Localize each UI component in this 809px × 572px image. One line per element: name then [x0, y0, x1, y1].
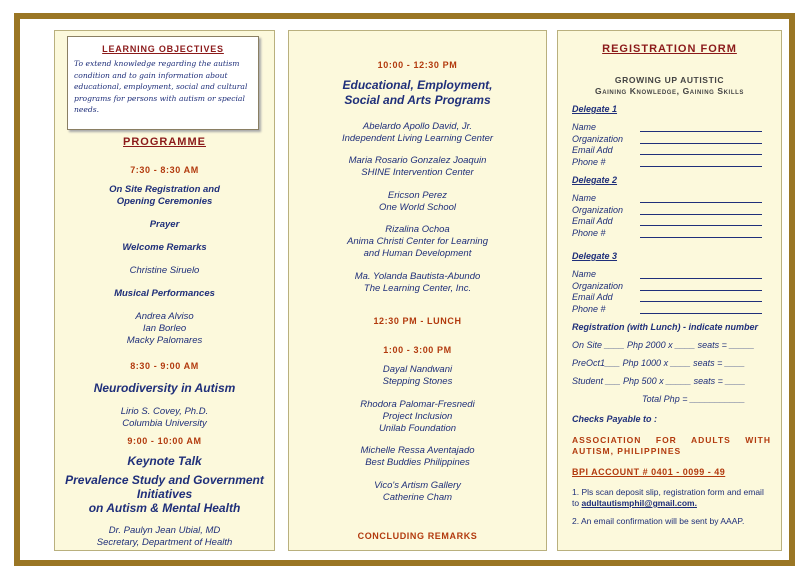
afternoon-2-org-2: Unilab Foundation	[378, 423, 457, 434]
learning-objectives-box	[67, 36, 259, 130]
delegate-2-name[interactable]	[572, 193, 762, 204]
delegate-3-name[interactable]	[572, 269, 762, 280]
afternoon-2-org-1: Project Inclusion	[382, 411, 453, 422]
checks-payable: Checks Payable to :	[572, 414, 658, 424]
speaker-2-name: Maria Rosario Gonzalez Joaquin	[348, 155, 487, 166]
registration-panel	[557, 30, 782, 551]
instruction-2	[572, 516, 771, 527]
time-slot-5: 1:00 - 3:00 PM	[383, 345, 452, 355]
bpi-account: BPI ACCOUNT # 0401 - 0099 - 49	[572, 467, 726, 477]
delegate-1-email[interactable]	[572, 145, 762, 156]
delegate-2-email[interactable]	[572, 216, 762, 227]
afternoon-1-name: Dayal Nandwani	[382, 364, 453, 375]
student-price-row[interactable]: Student ___ Php 500 x _____ seats = ____	[572, 376, 746, 386]
lunch-time: 12:30 PM - LUNCH	[373, 316, 462, 326]
field-label: Organization	[572, 281, 624, 291]
keynote-affiliation: Secretary, Department of Health	[96, 537, 233, 548]
field-label: Phone #	[572, 157, 606, 167]
field-label: Email Add	[572, 145, 613, 155]
field-label: Phone #	[572, 304, 606, 314]
keynote-speaker: Dr. Paulyn Jean Ubial, MD	[108, 525, 221, 536]
time-slot-2: 8:30 - 9:00 AM	[130, 361, 199, 371]
delegate-3-phone[interactable]	[572, 304, 762, 315]
neuro-affiliation: Columbia University	[122, 418, 207, 429]
registration-title: REGISTRATION FORM	[602, 43, 737, 55]
speaker-5-name: Ma. Yolanda Bautista-Abundo	[354, 271, 481, 282]
field-label: Name	[572, 193, 597, 203]
field-label: Organization	[572, 134, 624, 144]
instruction-2-number: 2.	[572, 516, 580, 526]
delegate-2-heading: Delegate 2	[572, 175, 618, 185]
field-label: Phone #	[572, 228, 606, 238]
event-tagline: Gaining Knowledge, Gaining Skills	[595, 86, 744, 96]
afternoon-2-name: Rhodora Palomar-Fresnedi	[360, 399, 475, 410]
time-slot-3: 9:00 - 10:00 AM	[127, 436, 202, 446]
concluding-remarks: CONCLUDING REMARKS	[357, 531, 478, 541]
delegate-2-organization[interactable]	[572, 205, 762, 216]
payee-organization: ASSOCIATION FOR ADULTS WITH AUTISM, PHILIPPINES	[572, 435, 771, 456]
afternoon-1-org: Stepping Stones	[382, 376, 453, 387]
neurodiversity-title: Neurodiversity in Autism	[93, 381, 236, 395]
afternoon-panel	[288, 30, 547, 551]
programs-title-2: Social and Arts Programs	[344, 93, 491, 107]
registration-line-1: On Site Registration and	[109, 184, 220, 195]
speaker-1-org: Independent Living Learning Center	[341, 133, 494, 144]
programs-title-1: Educational, Employment,	[342, 78, 493, 92]
time-slot-1: 7:30 - 8:30 AM	[130, 165, 199, 175]
brochure-frame	[14, 13, 795, 566]
neuro-speaker: Lirio S. Covey, Ph.D.	[120, 406, 209, 417]
afternoon-3-org: Best Buddies Philippines	[365, 457, 470, 468]
delegate-2-phone[interactable]	[572, 228, 762, 239]
delegate-1-name[interactable]	[572, 122, 762, 133]
delegate-1-heading: Delegate 1	[572, 104, 618, 114]
musical-performances: Musical Performances	[114, 288, 215, 299]
delegate-3-email[interactable]	[572, 292, 762, 303]
keynote-topic-1: Prevalence Study and Government	[65, 473, 264, 487]
delegate-1-organization[interactable]	[572, 134, 762, 145]
field-label: Email Add	[572, 292, 613, 302]
field-label: Name	[572, 269, 597, 279]
programme-panel	[54, 30, 275, 551]
keynote-topic-2: Initiatives	[136, 487, 193, 501]
keynote-title: Keynote Talk	[127, 454, 202, 468]
performer-2: Ian Borleo	[142, 323, 187, 334]
performer-1: Andrea Alviso	[135, 311, 194, 322]
objectives-text: To extend knowledge regarding the autism condition and to gain information about educational, employment, social and cultural programs for persons with autism or special needs.	[74, 59, 248, 114]
speaker-4-org-2: and Human Development	[363, 248, 472, 259]
speaker-4-name: Rizalina Ochoa	[385, 224, 450, 235]
field-label: Email Add	[572, 216, 613, 226]
welcome-remarks: Welcome Remarks	[122, 242, 207, 253]
field-label: Name	[572, 122, 597, 132]
keynote-topic-3: on Autism & Mental Health	[88, 501, 241, 515]
time-slot-4: 10:00 - 12:30 PM	[377, 60, 458, 70]
delegate-3-heading: Delegate 3	[572, 251, 618, 261]
prayer: Prayer	[149, 219, 180, 230]
speaker-4-org-1: Anima Christi Center for Learning	[347, 236, 488, 247]
delegate-1-phone[interactable]	[572, 157, 762, 168]
instruction-1-text: Pls scan deposit slip, registration form and email to	[572, 487, 764, 508]
delegate-3-organization[interactable]	[572, 281, 762, 292]
instruction-2-text: An email confirmation will be sent by AAAP.	[581, 516, 745, 526]
instruction-1	[572, 487, 771, 509]
afternoon-3-name: Michelle Ressa Aventajado	[360, 445, 475, 456]
instruction-1-number: 1.	[572, 487, 580, 497]
field-label: Organization	[572, 205, 624, 215]
onsite-price-row[interactable]: On Site ____ Php 2000 x ____ seats = _____	[572, 340, 755, 350]
objectives-title: LEARNING OBJECTIVES	[102, 44, 224, 54]
welcome-speaker: Christine Siruelo	[129, 265, 200, 276]
total-row[interactable]: Total Php = ___________	[642, 394, 746, 404]
speaker-3-org: One World School	[378, 202, 457, 213]
programme-title: PROGRAMME	[123, 136, 206, 148]
performer-3: Macky Palomares	[126, 335, 203, 346]
speaker-2-org: SHINE Intervention Center	[361, 167, 474, 178]
contact-email-link[interactable]: adultautismphil@gmail.com.	[581, 498, 697, 508]
speaker-3-name: Ericson Perez	[387, 190, 448, 201]
speaker-5-org: The Learning Center, Inc.	[363, 283, 472, 294]
afternoon-4-org: Vico's Artism Gallery	[374, 480, 461, 491]
preoct-price-row[interactable]: PreOct1___ Php 1000 x ____ seats = ____	[572, 358, 745, 368]
event-title: GROWING UP AUTISTIC	[614, 75, 725, 85]
speaker-1-name: Abelardo Apollo David, Jr.	[362, 121, 473, 132]
registration-heading: Registration (with Lunch) - indicate number	[572, 322, 759, 332]
registration-line-2: Opening Ceremonies	[116, 196, 213, 207]
afternoon-4-name: Catherine Cham	[382, 492, 453, 503]
